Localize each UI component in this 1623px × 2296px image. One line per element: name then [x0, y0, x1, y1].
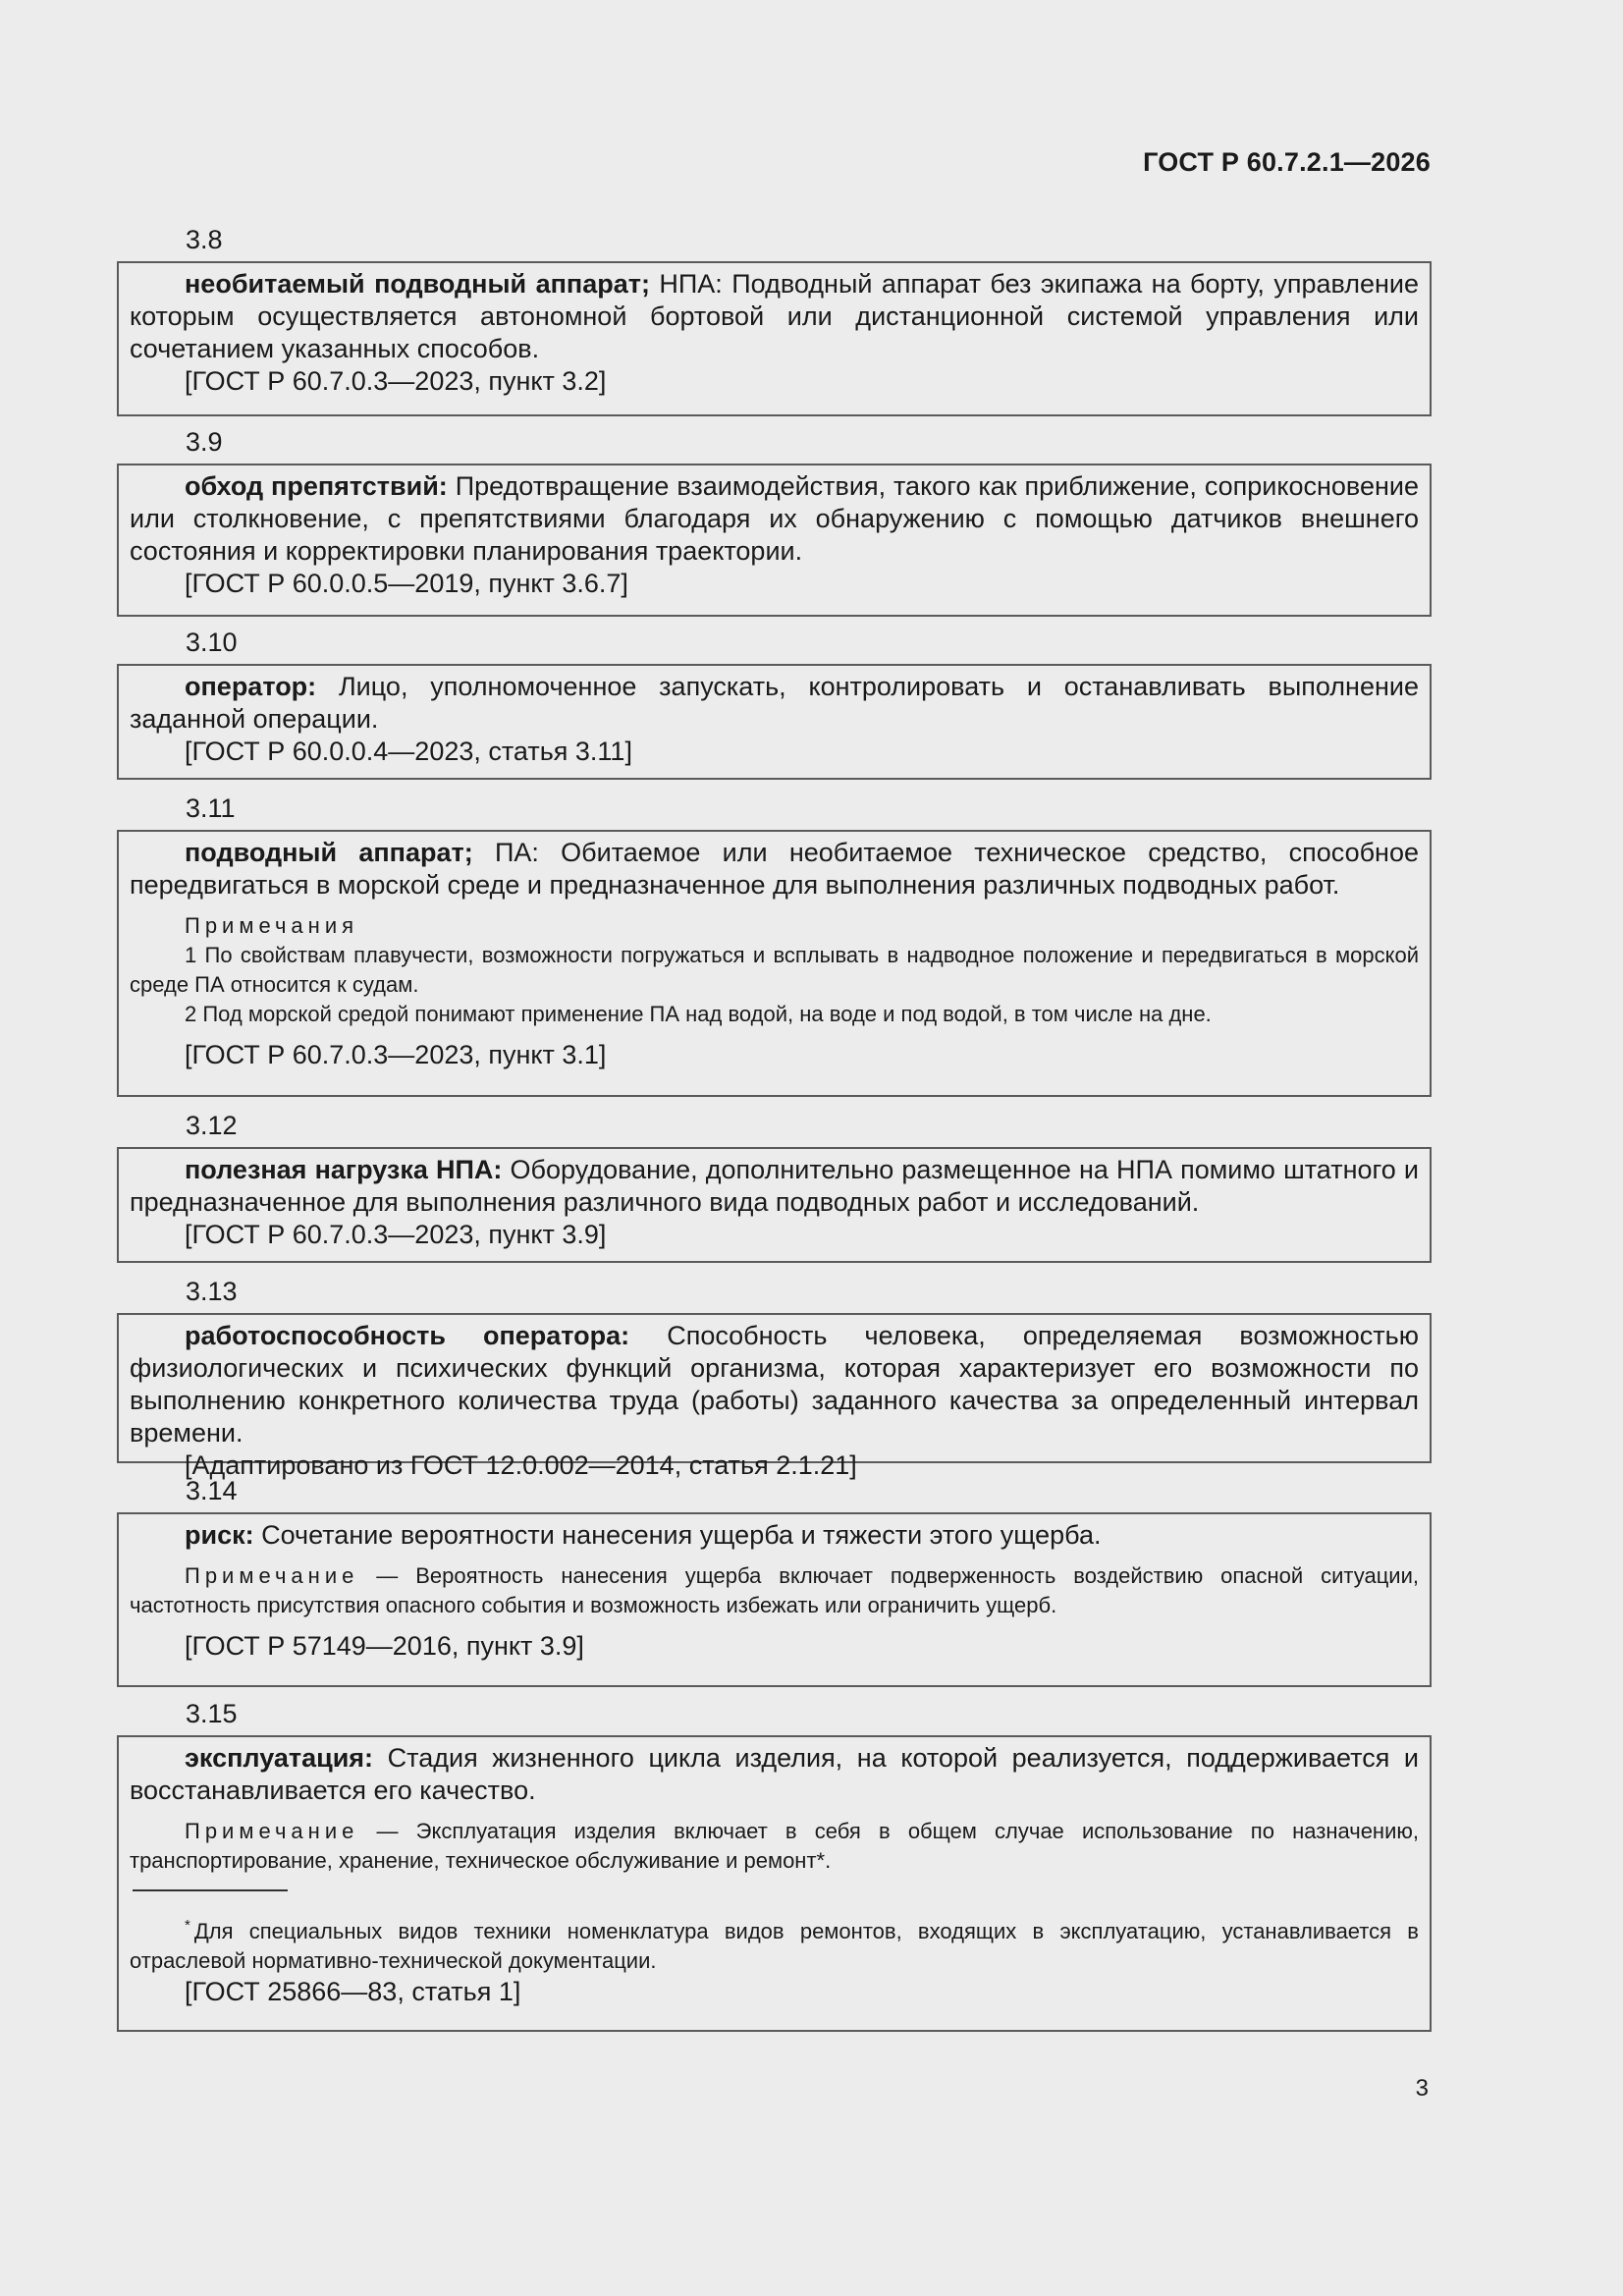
- definition-text: Предотвращение взаимодействия, такого как приближение, соприкосновение или столкновение, с препятствиями благодаря их обнаружению с помощью датчиков внешнего состояния и корректировки планирования траектории.: [130, 471, 1419, 566]
- term-definition: [130, 1154, 1419, 1219]
- definition-text: Способность человека, определяемая возможностью физиологических и психических функций организма, которая характеризует его возможности по выполнению конкретного количества труда (работы) заданного качества за определенный интервал времени.: [130, 1321, 1419, 1448]
- term-number: 3.13: [186, 1277, 238, 1306]
- term-box: [117, 261, 1432, 416]
- page-number: 3: [1415, 2075, 1429, 2102]
- term-name: необитаемый подводный аппарат;: [185, 269, 650, 299]
- term-number: 3.11: [186, 793, 236, 823]
- term-definition: [130, 1320, 1419, 1449]
- definition-text: НПА: Подводный аппарат без экипажа на борту, управление которым осуществляется автономной бортовой или дистанционной системой управления или сочетанием указанных способов.: [130, 269, 1419, 363]
- definition-text: Стадия жизненного цикла изделия, на которой реализуется, поддерживается и восстанавливается его качество.: [130, 1743, 1419, 1805]
- term-source: [Адаптировано из ГОСТ 12.0.002—2014, статья 2.1.21]: [185, 1450, 857, 1480]
- term-source: [ГОСТ Р 60.7.0.3—2023, пункт 3.2]: [185, 366, 607, 396]
- term-definition: [130, 837, 1419, 902]
- footnote: [130, 1911, 1419, 1976]
- note-item: 2 Под морской средой понимают применение ПА над водой, на воде и под водой, в том числе на дне.: [185, 1002, 1212, 1026]
- term-number: 3.9: [186, 427, 223, 457]
- footnote-text: Для специальных видов техники номенклатура видов ремонтов, входящих в эксплуатацию, устанавливается в отраслевой нормативно-технической документации.: [130, 1919, 1419, 1973]
- note-item: [130, 1817, 1419, 1876]
- term-definition: [130, 268, 1419, 365]
- term-name: подводный аппарат;: [185, 838, 473, 867]
- note-label: Примечание: [185, 1563, 359, 1588]
- term-definition: [130, 671, 1419, 736]
- term-box: [117, 1735, 1432, 2032]
- term-name: оператор:: [185, 672, 317, 701]
- definition-text: ПА: Обитаемое или необитаемое техническое средство, способное передвигаться в морской среде и предназначенное для выполнения различных подводных работ.: [130, 838, 1419, 900]
- note-label: Примечание: [185, 1819, 359, 1843]
- term-source: [ГОСТ Р 60.7.0.3—2023, пункт 3.1]: [185, 1040, 607, 1069]
- term-box: [117, 830, 1432, 1097]
- term-name: эксплуатация:: [185, 1743, 374, 1773]
- term-source: [ГОСТ Р 57149—2016, пункт 3.9]: [185, 1631, 584, 1661]
- note-item: 1 По свойствам плавучести, возможности погружаться и всплывать в надводное положение и передвигаться в морской среде ПА относится к судам.: [130, 943, 1419, 997]
- term-name: работоспособность оператора:: [185, 1321, 630, 1350]
- definition-text: Оборудование, дополнительно размещенное на НПА помимо штатного и предназначенное для выполнения различного вида подводных работ и исследований.: [130, 1155, 1419, 1217]
- term-box: [117, 464, 1432, 617]
- term-name: обход препятствий:: [185, 471, 448, 501]
- term-number: 3.12: [186, 1111, 238, 1140]
- notes-heading: Примечания: [185, 913, 359, 938]
- term-box: [117, 1313, 1432, 1480]
- term-number: 3.15: [186, 1699, 238, 1728]
- term-definition: [130, 1519, 1419, 1552]
- term-name: полезная нагрузка НПА:: [185, 1155, 503, 1184]
- term-name: риск:: [185, 1520, 254, 1550]
- term-source: [ГОСТ Р 60.0.0.4—2023, статья 3.11]: [185, 737, 632, 766]
- definition-text: Сочетание вероятности нанесения ущерба и тяжести этого ущерба.: [253, 1520, 1102, 1550]
- term-number: 3.10: [186, 628, 238, 657]
- term-source: [ГОСТ 25866—83, статья 1]: [185, 1977, 521, 2006]
- footnote-mark: *: [185, 1917, 190, 1934]
- term-number: 3.8: [186, 225, 223, 254]
- term-source: [ГОСТ Р 60.0.0.5—2019, пункт 3.6.7]: [185, 569, 628, 598]
- term-source: [ГОСТ Р 60.7.0.3—2023, пункт 3.9]: [185, 1220, 607, 1249]
- document-code: ГОСТ Р 60.7.2.1—2026: [1143, 147, 1431, 177]
- term-box: [117, 664, 1432, 780]
- note-item: [130, 1561, 1419, 1620]
- term-number: 3.14: [186, 1476, 238, 1505]
- term-definition: [130, 1742, 1419, 1807]
- term-definition: [130, 470, 1419, 568]
- term-box: [117, 1147, 1432, 1263]
- note-text: — Эксплуатация изделия включает в себя в общем случае использование по назначению, транспортирование, хранение, техническое обслуживание и ремонт*.: [130, 1819, 1419, 1873]
- definition-text: Лицо, уполномоченное запускать, контролировать и останавливать выполнение заданной операции.: [130, 672, 1419, 734]
- note-text: — Вероятность нанесения ущерба включает подверженность воздействию опасной ситуации, частотность присутствия опасного события и возможность избежать или ограничить ущерб.: [130, 1563, 1419, 1617]
- footnote-divider: [133, 1889, 288, 1891]
- term-box: [117, 1512, 1432, 1687]
